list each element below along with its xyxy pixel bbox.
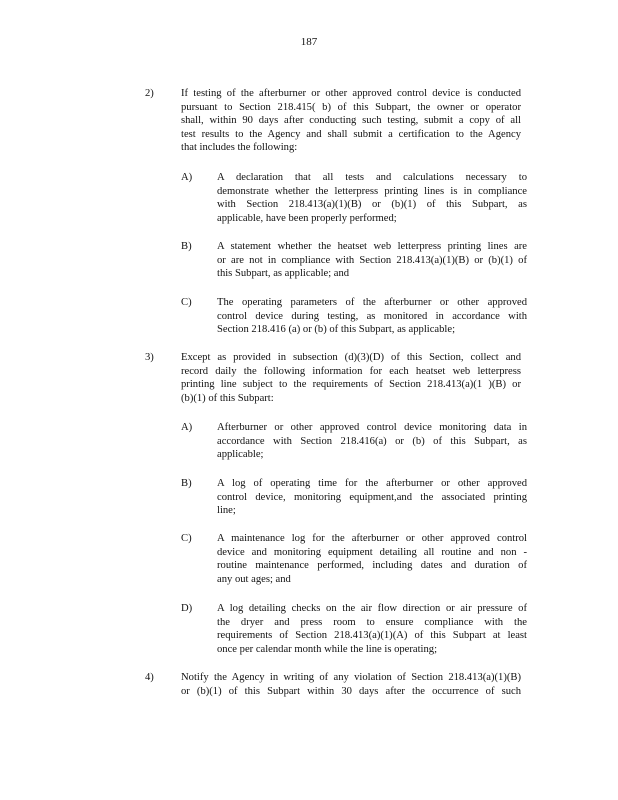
- text-line: A log of operating time for the afterburner or other approved: [217, 478, 527, 489]
- subitem-text: [217, 532, 527, 586]
- text-line: with Section 218.413(a)(1)(B) or (b)(1) of this Subpart, as: [217, 199, 527, 211]
- text-line: (b)(1) of this Subpart:: [181, 392, 274, 404]
- text-line: demonstrate whether the letterpress printing lines is in compliance: [217, 185, 527, 197]
- text-line: this Subpart, as applicable; and: [217, 268, 350, 280]
- subitem-label: C): [181, 297, 192, 308]
- text-line: device and monitoring equipment detailing all routine and non -: [217, 546, 527, 558]
- text-line: printing line subject to the requirements of Section 218.413(a)(1 )(B) or: [181, 379, 521, 391]
- text-line: applicable, have been properly performed;: [217, 212, 397, 224]
- item-text: [181, 351, 521, 405]
- subitem-label: A): [181, 422, 193, 433]
- text-line: test results to the Agency and shall submit a certification to the Agency: [181, 128, 521, 140]
- subitem-label: B): [181, 478, 192, 489]
- text-line: control device, monitoring equipment,and the associated printing: [217, 491, 527, 503]
- text-line: or (b)(1) of this Subpart within 30 days after the occurrence of such: [181, 685, 521, 697]
- item-label: 3): [145, 352, 154, 363]
- text-line: pursuant to Section 218.415( b) of this Subpart, the owner or operator: [181, 101, 521, 113]
- text-line: The operating parameters of the afterburner or other approved: [217, 297, 527, 308]
- item-text: [181, 87, 521, 155]
- text-line: accordance with Section 218.416(a) or (b) of this Subpart, as: [217, 435, 527, 447]
- text-line: applicable;: [217, 449, 264, 461]
- subitem-label: D): [181, 603, 193, 614]
- subitem-label: B): [181, 241, 192, 252]
- text-line: routine maintenance performed, including dates and duration of: [217, 560, 527, 572]
- subitem-text: [217, 296, 527, 337]
- item-label: 4): [145, 672, 154, 683]
- text-line: once per calendar month while the line is operating;: [217, 643, 438, 655]
- subitem-label: C): [181, 533, 192, 544]
- text-line: A maintenance log for the afterburner or other approved control: [217, 533, 527, 544]
- text-line: any out ages; and: [217, 573, 291, 585]
- text-line: record daily the following information for each heatset web letterpress: [181, 365, 521, 377]
- text-line: Except as provided in subsection (d)(3)(D) of this Section, collect and: [181, 352, 521, 363]
- text-line: A log detailing checks on the air flow direction or air pressure of: [217, 603, 527, 614]
- text-line: the dryer and press room to ensure compliance with the: [217, 616, 527, 628]
- item-text: [181, 671, 521, 698]
- text-line: or are not in compliance with Section 218.413(a)(1)(B) or (b)(1) of: [217, 254, 527, 266]
- text-line: Notify the Agency in writing of any violation of Section 218.413(a)(1)(B): [181, 672, 521, 683]
- text-line: A statement whether the heatset web letterpress printing lines are: [217, 241, 527, 252]
- text-line: control device during testing, as monitored in accordance with: [217, 310, 527, 322]
- text-line: shall, within 90 days after conducting such testing, submit a copy of all: [181, 115, 521, 127]
- text-line: A declaration that all tests and calculations necessary to: [217, 172, 527, 183]
- text-line: line;: [217, 505, 236, 517]
- subitem-text: [217, 477, 527, 518]
- item-label: 2): [145, 88, 154, 99]
- page-number: 187: [300, 36, 318, 48]
- subitem-text: [217, 171, 527, 225]
- subitem-text: [217, 421, 527, 462]
- subitem-text: [217, 602, 527, 656]
- text-line: Section 218.416 (a) or (b) of this Subpart, as applicable;: [217, 324, 456, 336]
- subitem-text: [217, 240, 527, 281]
- text-line: requirements of Section 218.413(a)(1)(A) of this Subpart at least: [217, 630, 527, 642]
- text-line: Afterburner or other approved control device monitoring data in: [217, 422, 527, 433]
- subitem-label: A): [181, 172, 193, 183]
- text-line: that includes the following:: [181, 142, 298, 154]
- text-line: If testing of the afterburner or other approved control device is conducted: [181, 88, 521, 99]
